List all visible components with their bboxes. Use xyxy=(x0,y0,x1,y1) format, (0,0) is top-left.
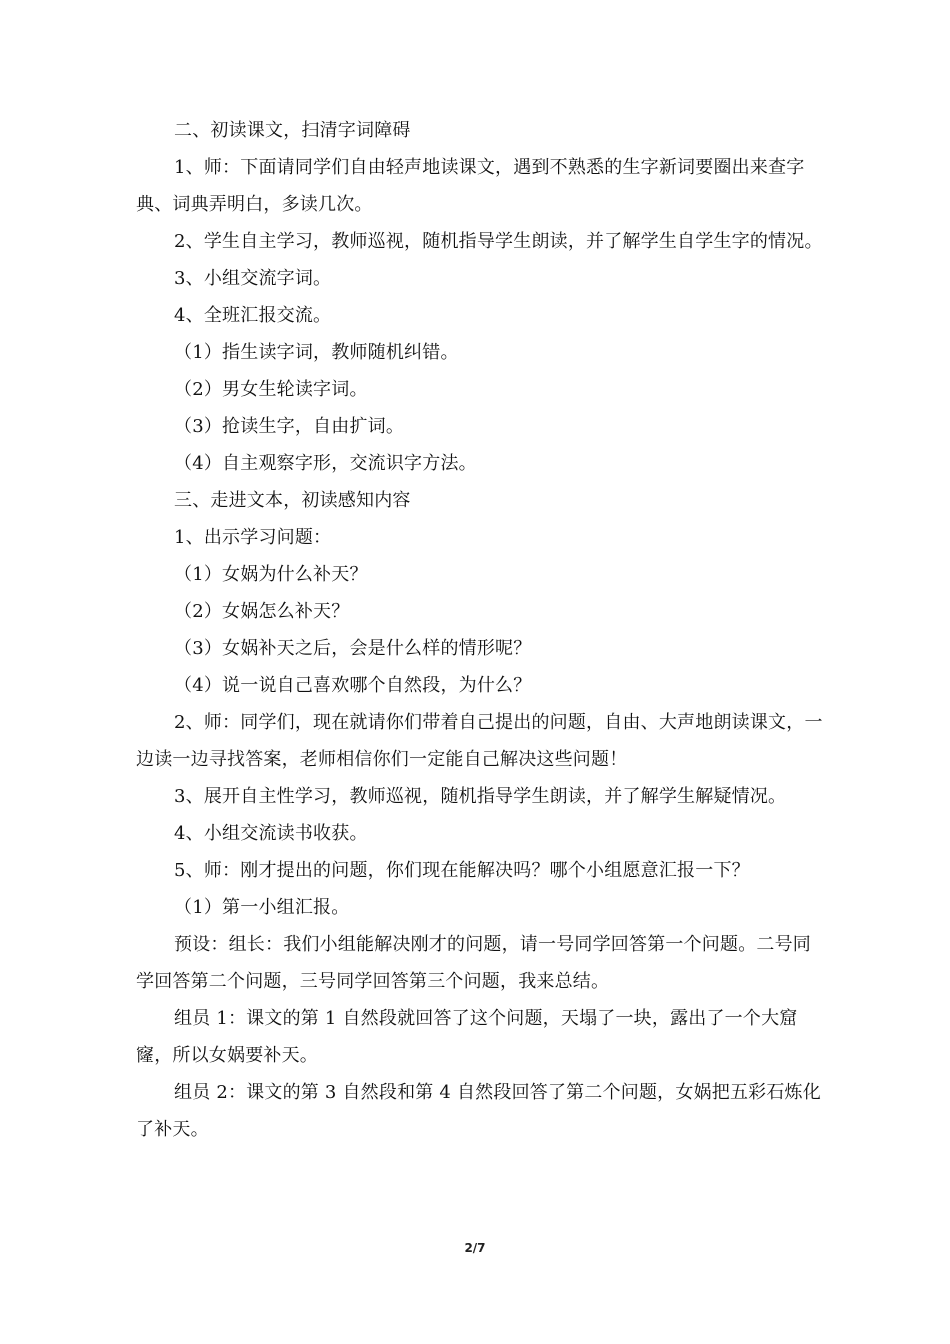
list-item: （1）指生读字词，教师随机纠错。 xyxy=(174,342,459,363)
paragraph: 组员 1：课文的第 1 自然段就回答了这个问题，天塌了一块，露出了一个大窟窿，所以女娲要补天。 xyxy=(136,1008,798,1066)
list-item: （4）说一说自己喜欢哪个自然段，为什么？ xyxy=(174,675,532,696)
paragraph: 4、小组交流读书收获。 xyxy=(174,823,368,844)
paragraph: 2、学生自主学习，教师巡视，随机指导学生朗读，并了解学生自学生字的情况。 xyxy=(174,231,823,252)
paragraph: 预设：组长：我们小组能解决刚才的问题，请一号同学回答第一个问题。二号同学回答第二个问题，三号同学回答第三个问题，我来总结。 xyxy=(136,934,811,992)
paragraph: 2、师：同学们，现在就请你们带着自己提出的问题，自由、大声地朗读课文，一边读一边寻找答案，老师相信你们一定能自己解决这些问题！ xyxy=(136,712,823,770)
list-item: （2）女娲怎么补天？ xyxy=(174,601,350,622)
paragraph: 组员 2：课文的第 3 自然段和第 4 自然段回答了第二个问题，女娲把五彩石炼化了补天。 xyxy=(136,1082,821,1140)
list-item: （4）自主观察字形，交流识字方法。 xyxy=(174,453,477,474)
paragraph: 4、全班汇报交流。 xyxy=(174,305,332,326)
paragraph: 1、出示学习问题： xyxy=(174,527,332,548)
page-number: 2/7 xyxy=(464,1241,486,1255)
section-heading: 三、走进文本，初读感知内容 xyxy=(174,490,411,511)
paragraph: 1、师：下面请同学们自由轻声地读课文，遇到不熟悉的生字新词要圈出来查字典、词典弄明白，多读几次。 xyxy=(136,157,805,215)
document-body xyxy=(136,112,826,1148)
list-item: （1）第一小组汇报。 xyxy=(174,897,350,918)
list-item: （2）男女生轮读字词。 xyxy=(174,379,368,400)
paragraph: 5、师：刚才提出的问题，你们现在能解决吗？哪个小组愿意汇报一下？ xyxy=(174,860,750,881)
list-item: （3）抢读生字，自由扩词。 xyxy=(174,416,405,437)
list-item: （1）女娲为什么补天？ xyxy=(174,564,368,585)
section-heading: 二、初读课文，扫清字词障碍 xyxy=(174,120,411,141)
list-item: （3）女娲补天之后，会是什么样的情形呢？ xyxy=(174,638,532,659)
paragraph: 3、小组交流字词。 xyxy=(174,268,332,289)
paragraph: 3、展开自主性学习，教师巡视，随机指导学生朗读，并了解学生解疑情况。 xyxy=(174,786,787,807)
